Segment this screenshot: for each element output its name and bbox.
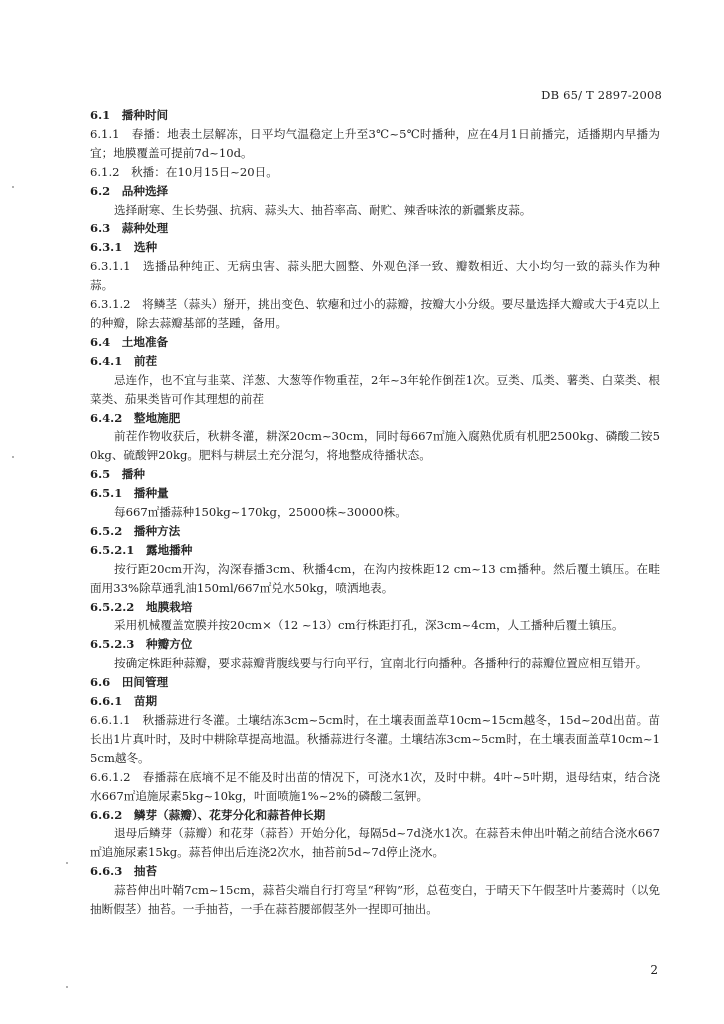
scan-speck [12,186,14,188]
section-heading: 6.6 田间管理 [90,675,169,690]
section-heading: 6.3.1 选种 [90,240,158,255]
paragraph: 按确定株距种蒜瓣，要求蒜瓣背腹线要与行向平行，宜南北行向播种。各播种行的蒜瓣位置应相互错开。 [114,656,648,671]
section-heading: 6.3 蒜种处理 [90,221,169,236]
scan-speck [12,456,14,458]
section-heading: 6.1 播种时间 [90,108,169,122]
paragraph: 6.6.1.1 秋播蒜进行冬灌。土壤结冻3cm~5cm时，在土壤表面盖草10cm~15cm越冬，15d~20d出苗。苗长出1片真叶时，及时中耕除草提高地温。秋播蒜进行冬灌。土壤结冻3cm~5cm时，在土壤表面盖草10cm~15cm越冬。 [90,713,660,765]
paragraph: 每667㎡播蒜种150kg~170kg，25000株~30000株。 [114,505,407,520]
paragraph: 忌连作，也不宜与韭菜、洋葱、大葱等作物重茬，2年~3年轮作倒茬1次。豆类、瓜类、薯类、白菜类、根菜类、茄果类皆可作其理想的前茬 [90,372,660,406]
section-heading: 6.2 品种选择 [90,183,169,198]
paragraph: 6.3.1.2 将鳞茎（蒜头）掰开，挑出变色、软瘪和过小的蒜瓣，按瓣大小分级。要尽量选择大瓣或大于4克以上的种瓣，除去蒜瓣基部的茎踵，备用。 [90,297,660,330]
paragraph: 退母后鳞芽（蒜瓣）和花芽（蒜苔）开始分化，每隔5d~7d浇水1次。在蒜苔未伸出叶鞘之前结合浇水667㎡追施尿素15kg。蒜苔伸出后连浇2次水，抽苔前5d~7d停止浇水。 [90,826,660,860]
section-heading: 6.5.2 播种方法 [90,523,181,538]
section-heading: 6.5.2.1 露地播种 [90,542,193,557]
paragraph: 6.1.2 秋播：在10月15日~20日。 [90,164,278,179]
paragraph: 前茬作物收获后，秋耕冬灌，耕深20cm~30cm，同时每667㎡施入腐熟优质有机肥2500kg、磷酸二铵50kg、硫酸钾20kg。肥料与耕层土充分混匀，将地整成待播状态。 [90,429,660,463]
section-heading: 6.5.2.3 种瓣方位 [90,637,193,652]
section-heading: 6.5.1 播种量 [90,486,169,501]
section-heading: 6.4.2 整地施肥 [90,410,181,425]
scan-speck [66,862,68,864]
paragraph: 6.6.1.2 春播蒜在底墒不足不能及时出苗的情况下，可浇水1次，及时中耕。4叶~5叶期，退母结束，结合浇水667㎡追施尿素5kg~10kg，叶面喷施1%~2%的磷酸二氢钾。 [90,769,660,803]
section-heading: 6.4.1 前茬 [90,353,158,368]
scan-speck [66,986,68,988]
section-heading: 6.5.2.2 地膜栽培 [90,599,193,614]
document-body [90,106,660,919]
paragraph: 6.1.1 春播：地表土层解冻，日平均气温稳定上升至3℃~5℃时播种，应在4月1日前播完，适播期内早播为宜；地膜覆盖可提前7d~10d。 [90,126,660,160]
paragraph: 按行距20cm开沟，沟深春播3cm、秋播4cm，在沟内按株距12 cm~13 cm播种。然后覆土镇压。在畦面用33%除草通乳油150ml/667㎡兑水50kg，喷洒地表。 [90,561,660,595]
section-heading: 6.6.1 苗期 [90,694,158,709]
paragraph: 采用机械覆盖宽膜并按20cm×（12 ~13）cm行株距打孔，深3cm~4cm，人工播种后覆土镇压。 [114,618,624,633]
standard-code-header: DB 65/ T 2897-2008 [541,88,662,102]
page-number: 2 [650,963,658,977]
section-heading: 6.5 播种 [90,467,145,482]
section-heading: 6.6.3 抽苔 [90,864,158,879]
paragraph: 蒜苔伸出叶鞘7cm~15cm，蒜苔尖端自行打弯呈“秤钩”形，总苞变白，于晴天下午假茎叶片萎蔫时（以免抽断假茎）抽苔。一手抽苔，一手在蒜苔腰部假茎外一捏即可抽出。 [90,883,660,917]
section-heading: 6.4 土地准备 [90,334,169,349]
paragraph: 选择耐寒、生长势强、抗病、蒜头大、抽苔率高、耐贮、辣香味浓的新疆紫皮蒜。 [114,202,532,217]
section-heading: 6.6.2 鳞芽（蒜瓣）、花芽分化和蒜苔伸长期 [90,807,326,822]
paragraph: 6.3.1.1 选播品种纯正、无病虫害、蒜头肥大圆整、外观色泽一致、瓣数相近、大小均匀一致的蒜头作为种蒜。 [90,259,660,293]
